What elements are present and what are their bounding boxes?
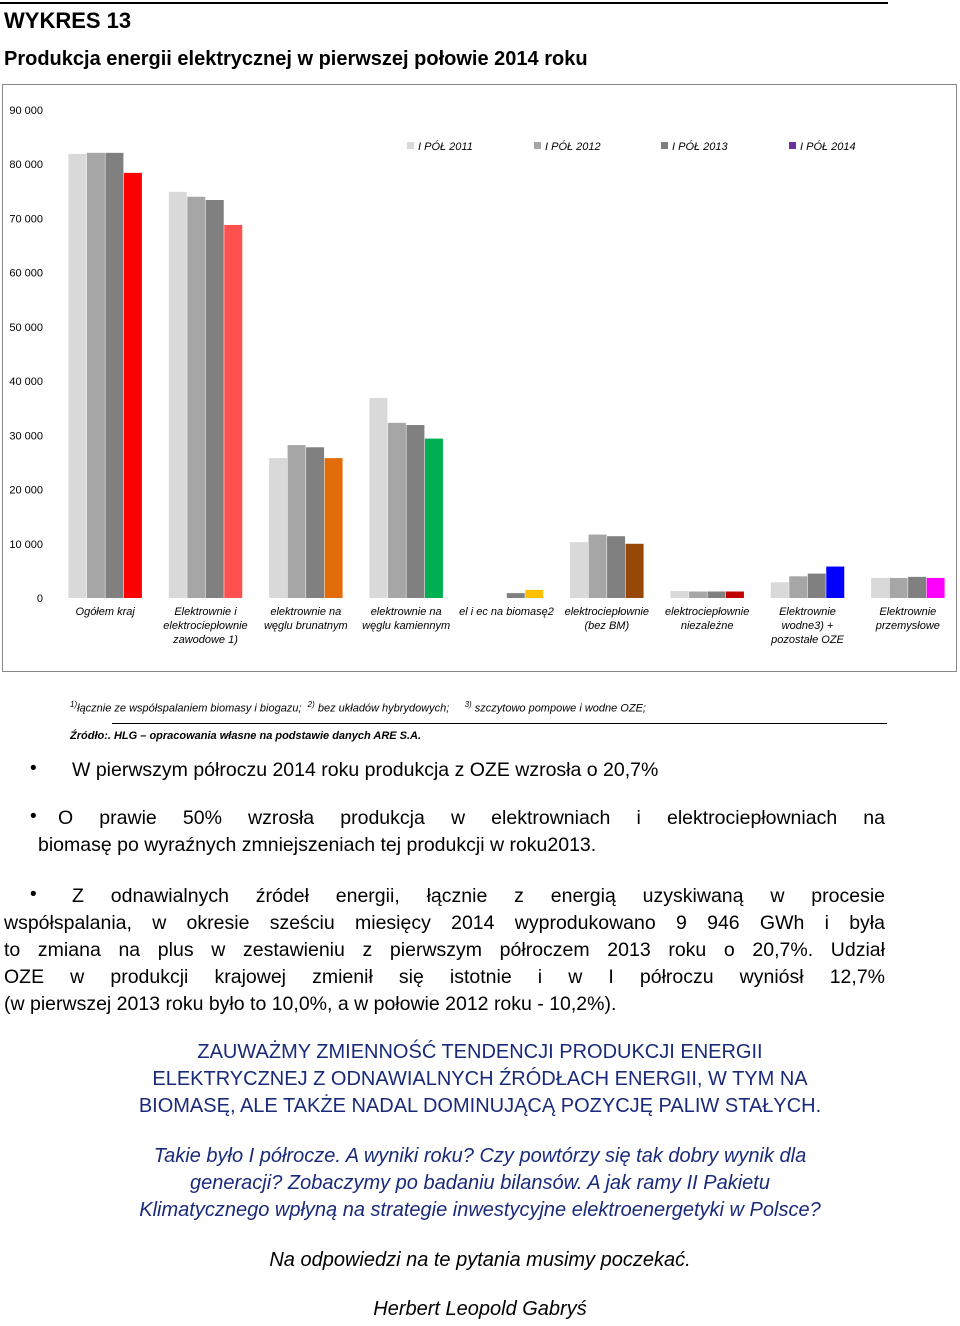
bullet-3-line-2: współspalania, w okresie sześciu miesięcy 2014 wyprodukowano 9 946 GWh i była xyxy=(4,912,885,934)
top-rule xyxy=(0,2,888,4)
source-rule xyxy=(112,723,887,724)
category-label-line: elektrociepłownie xyxy=(163,620,248,632)
y-tick-label: 70 000 xyxy=(9,213,43,226)
bar xyxy=(908,577,926,598)
bar xyxy=(206,200,224,598)
legend-label: I PÓŁ 2014 xyxy=(800,141,856,153)
bullet-2-marker: • xyxy=(30,806,37,827)
bar xyxy=(607,536,625,598)
y-tick-label: 10 000 xyxy=(9,538,43,551)
y-tick-label: 80 000 xyxy=(9,159,43,172)
closing-sentence: Na odpowiedzi na te pytania musimy poczekać. xyxy=(269,1249,691,1271)
bar xyxy=(707,591,725,598)
y-tick-label: 0 xyxy=(36,593,43,605)
category-label xyxy=(362,606,450,632)
source-note: Źródło:. HLG – opracowania własne na podstawie danych ARE S.A. xyxy=(70,730,422,742)
category-label-line: Ogółem kraj xyxy=(75,606,135,618)
bullet-3-line-5: (w pierwszej 2013 roku było to 10,0%, a w połowie 2012 roku - 10,2%). xyxy=(4,993,617,1015)
category-label-line: Elektrownie xyxy=(879,606,937,618)
category-label xyxy=(264,606,348,632)
bar xyxy=(87,153,105,598)
bullet-3-marker: • xyxy=(30,884,37,905)
bar xyxy=(525,590,543,598)
bar xyxy=(789,576,807,598)
y-tick-label: 60 000 xyxy=(9,267,43,280)
footnote-text-1: łącznie ze współspalaniem biomasy i biogazu; xyxy=(77,702,302,715)
bar xyxy=(224,225,242,598)
legend-label: I PÓŁ 2011 xyxy=(418,141,473,153)
legend-label: I PÓŁ 2013 xyxy=(672,141,728,153)
category-label-line: Elektrownie i xyxy=(174,606,237,618)
bar xyxy=(626,544,644,598)
bar-chart xyxy=(0,84,960,674)
bar xyxy=(726,591,744,598)
bullet-2-line-2: biomasę po wyraźnych zmniejszeniach tej produkcji w roku2013. xyxy=(38,834,597,856)
figure-label: WYKRES 13 xyxy=(4,8,132,33)
bar xyxy=(890,578,908,598)
footnote-mark-1: 1) xyxy=(70,700,78,709)
bar xyxy=(269,458,287,598)
y-tick-label: 50 000 xyxy=(9,321,43,334)
bullet-3-line-1: Z odnawialnych źródeł energii, łącznie z energią uzyskiwaną w procesie xyxy=(72,885,885,907)
category-label-line: Elektrownie xyxy=(779,606,836,618)
bar xyxy=(689,591,707,598)
bar xyxy=(288,445,306,598)
footnote-text-3: szczytowo pompowe i wodne OZE; xyxy=(474,702,646,715)
category-label xyxy=(770,606,844,646)
category-label-line: węglu brunatnym xyxy=(263,620,348,632)
bar xyxy=(124,173,142,598)
legend-swatch xyxy=(661,142,668,149)
category-label-line: wodne3) + xyxy=(781,620,834,632)
legend-label: I PÓŁ 2012 xyxy=(545,141,601,153)
emphasis-line-1: ZAUWAŻMY ZMIENNOŚĆ TENDENCJI PRODUKCJI ENERGII xyxy=(197,1041,763,1063)
footnote-mark-2: 2) xyxy=(307,700,315,709)
legend-swatch xyxy=(534,142,541,149)
bullet-3-line-3: to zmiana na plus w zestawieniu z pierwszym półroczem 2013 roku o 20,7%. Udział xyxy=(4,939,885,961)
emphasis-line-2: ELEKTRYCZNEJ Z ODNAWIALNYCH ŹRÓDŁACH ENERGII, W TYM NA xyxy=(152,1068,808,1090)
author-signature: Herbert Leopold Gabryś xyxy=(373,1298,587,1320)
bar xyxy=(169,192,187,598)
bar xyxy=(589,535,607,598)
bar xyxy=(570,542,588,598)
category-label xyxy=(459,606,554,618)
legend-swatch xyxy=(407,142,414,149)
category-label-line: elektrociepłownie xyxy=(664,606,750,618)
bar xyxy=(425,439,443,598)
bar xyxy=(369,398,387,598)
footnote-text-2: bez układów hybrydowych; xyxy=(317,702,450,715)
question-line-3: Klimatycznego wpłyną na strategie inwestycyjne elektroenergetyki w Polsce? xyxy=(139,1199,821,1221)
y-tick-label: 90 000 xyxy=(9,105,43,117)
bar xyxy=(927,578,945,598)
category-label-line: niezależne xyxy=(680,620,734,632)
category-label-line: pozostałe OZE xyxy=(771,634,844,646)
category-label-line: węglu kamiennym xyxy=(362,620,451,632)
bullet-3-line-4: OZE w produkcji krajowej zmienił się istotnie i w I półroczu wyniósł 12,7% xyxy=(4,966,885,988)
category-label-line: przemysłowe xyxy=(875,620,940,632)
bar xyxy=(670,591,688,598)
question-line-1: Takie było I półrocze. A wyniki roku? Czy powtórzy się tak dobry wynik dla xyxy=(153,1145,807,1167)
category-label xyxy=(163,606,247,646)
bar xyxy=(388,423,406,598)
category-label-line: elektrownie na xyxy=(270,606,342,618)
bar xyxy=(187,197,205,598)
legend-swatch xyxy=(789,142,796,149)
y-tick-label: 20 000 xyxy=(9,484,43,497)
bar xyxy=(808,574,826,598)
bar xyxy=(68,154,86,598)
bar xyxy=(406,425,424,598)
bar xyxy=(871,578,889,598)
emphasis-line-3: BIOMASĘ, ALE TAKŻE NADAL DOMINUJĄCĄ POZYCJĘ PALIW STAŁYCH. xyxy=(138,1095,822,1117)
category-label xyxy=(76,606,136,618)
bullet-2-line-1: O prawie 50% wzrosła produkcja w elektrowniach i elektrociepłowniach na xyxy=(58,807,885,829)
y-tick-label: 30 000 xyxy=(9,430,43,443)
category-label-line: elektrownie na xyxy=(370,606,442,618)
category-label-line: el i ec na biomasę2 xyxy=(459,606,554,618)
category-label xyxy=(665,606,749,632)
question-line-2: generacji? Zobaczymy po badaniu bilansów. A jak ramy II Pakietu xyxy=(190,1172,770,1194)
bar xyxy=(105,153,123,598)
category-label-line: (bez BM) xyxy=(584,620,630,632)
bullet-1-marker: • xyxy=(30,758,37,779)
bar xyxy=(826,567,844,598)
category-label-line: zawodowe 1) xyxy=(173,634,238,646)
chart-footnote xyxy=(70,700,646,715)
bar xyxy=(306,447,324,598)
bar xyxy=(771,582,789,598)
category-label xyxy=(565,606,649,632)
bullet-1-text: W pierwszym półroczu 2014 roku produkcja z OZE wzrosła o 20,7% xyxy=(72,759,659,781)
y-tick-label: 40 000 xyxy=(9,376,43,389)
bar xyxy=(507,593,525,598)
figure-title: Produkcja energii elektrycznej w pierwszej połowie 2014 roku xyxy=(4,48,588,70)
category-label xyxy=(875,606,940,632)
bar xyxy=(325,458,343,598)
category-label-line: elektrociepłownie xyxy=(564,606,650,618)
footnote-mark-3: 3) xyxy=(464,700,472,709)
